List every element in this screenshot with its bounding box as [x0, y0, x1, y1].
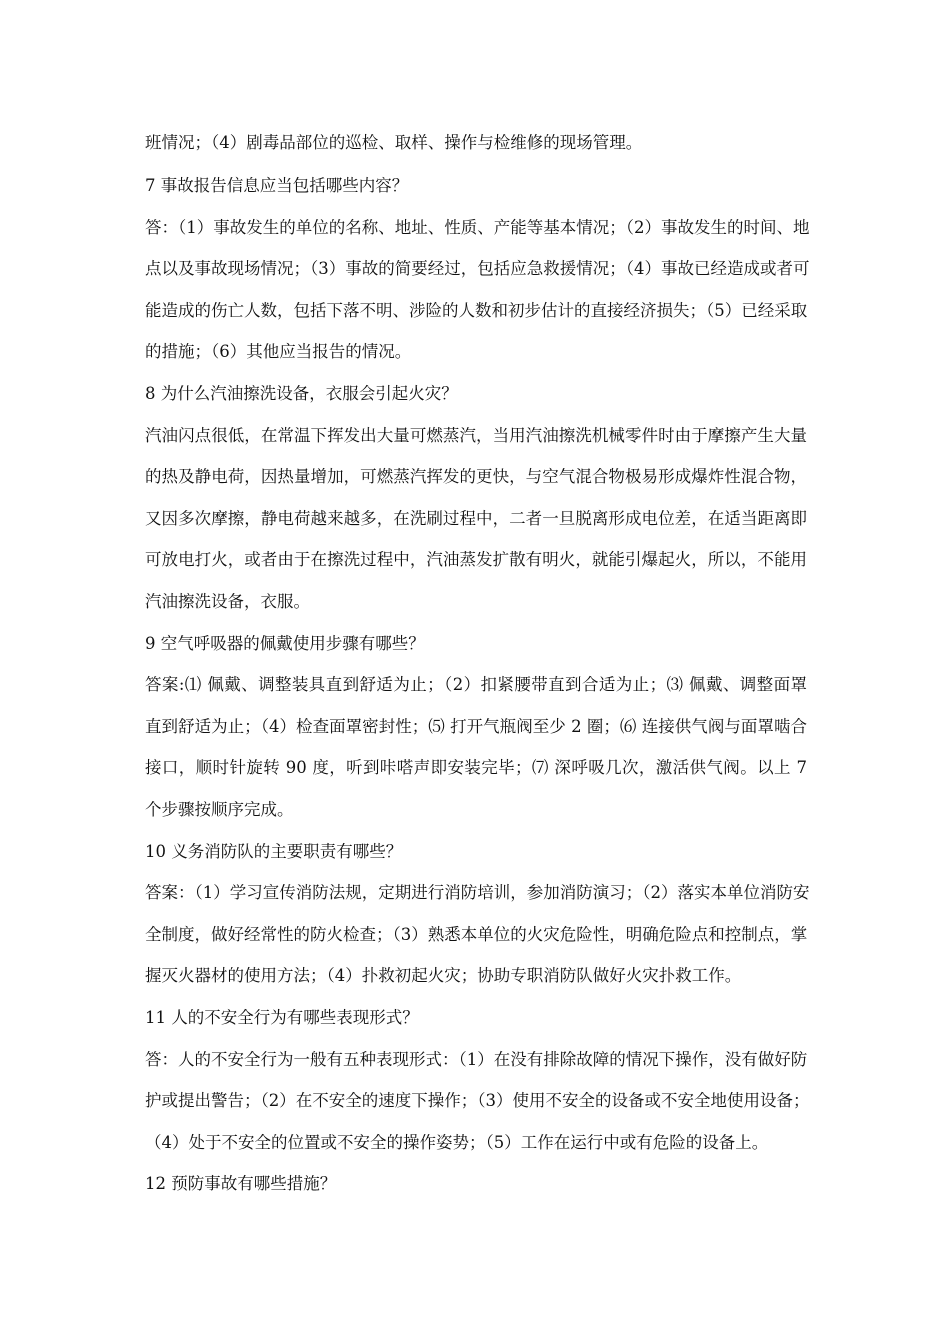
text-line: 答案:⑴ 佩戴、调整装具直到舒适为止；（2）扣紧腰带直到合适为止；⑶ 佩戴、调整面罩 [145, 675, 807, 694]
text-line: 握灭火器材的使用方法；（4）扑救初起火灾；协助专职消防队做好火灾扑救工作。 [145, 966, 742, 985]
text-line: （4）处于不安全的位置或不安全的操作姿势；（5）工作在运行中或有危险的设备上。 [145, 1133, 769, 1152]
text-line: 又因多次摩擦，静电荷越来越多，在洗刷过程中，二者一旦脱离形成电位差，在适当距离即 [145, 509, 807, 528]
question-heading: 7 事故报告信息应当包括哪些内容？ [145, 176, 409, 195]
question-heading: 10 义务消防队的主要职责有哪些？ [145, 842, 403, 861]
text-line: 答：（1）事故发生的单位的名称、地址、性质、产能等基本情况；（2）事故发生的时间、地 [145, 218, 810, 237]
text-line: 个步骤按顺序完成。 [145, 800, 294, 819]
text-line: 直到舒适为止；（4）检查面罩密封性；⑸ 打开气瓶阀至少 2 圈；⑹ 连接供气阀与面罩啮合 [145, 717, 807, 736]
text-line: 点以及事故现场情况；（3）事故的简要经过，包括应急救援情况；（4）事故已经造成或者可 [145, 259, 810, 278]
question-heading: 11 人的不安全行为有哪些表现形式？ [145, 1008, 419, 1027]
text-line: 汽油闪点很低，在常温下挥发出大量可燃蒸汽，当用汽油擦洗机械零件时由于摩擦产生大量 [145, 426, 807, 445]
text-line: 班情况；（4）剧毒品部位的巡检、取样、操作与检维修的现场管理。 [145, 133, 643, 152]
text-line: 护或提出警告；（2）在不安全的速度下操作；（3）使用不安全的设备或不安全地使用设备； [145, 1091, 810, 1110]
text-line: 答案：（1）学习宣传消防法规，定期进行消防培训，参加消防演习；（2）落实本单位消防安 [145, 883, 810, 902]
text-line: 全制度，做好经常性的防火检查；（3）熟悉本单位的火灾危险性，明确危险点和控制点，掌 [145, 925, 808, 944]
text-line: 可放电打火，或者由于在擦洗过程中，汽油蒸发扩散有明火，就能引爆起火，所以，不能用 [145, 550, 807, 569]
question-heading: 12 预防事故有哪些措施？ [145, 1174, 337, 1193]
text-line: 答：人的不安全行为一般有五种表现形式：（1）在没有排除故障的情况下操作，没有做好防 [145, 1050, 808, 1069]
text-line: 汽油擦洗设备，衣服。 [145, 592, 310, 611]
question-heading: 9 空气呼吸器的佩戴使用步骤有哪些？ [145, 634, 425, 653]
text-line: 的措施；（6）其他应当报告的情况。 [145, 342, 412, 361]
text-line: 能造成的伤亡人数，包括下落不明、涉险的人数和初步估计的直接经济损失；（5）已经采取 [145, 301, 808, 320]
text-line: 接口，顺时针旋转 90 度，听到咔嗒声即安装完毕；⑺ 深呼吸几次，激活供气阀。以上 7 [145, 758, 807, 777]
text-line: 的热及静电荷，因热量增加，可燃蒸汽挥发的更快，与空气混合物极易形成爆炸性混合物， [145, 467, 807, 486]
question-heading: 8 为什么汽油擦洗设备，衣服会引起火灾？ [145, 384, 458, 403]
